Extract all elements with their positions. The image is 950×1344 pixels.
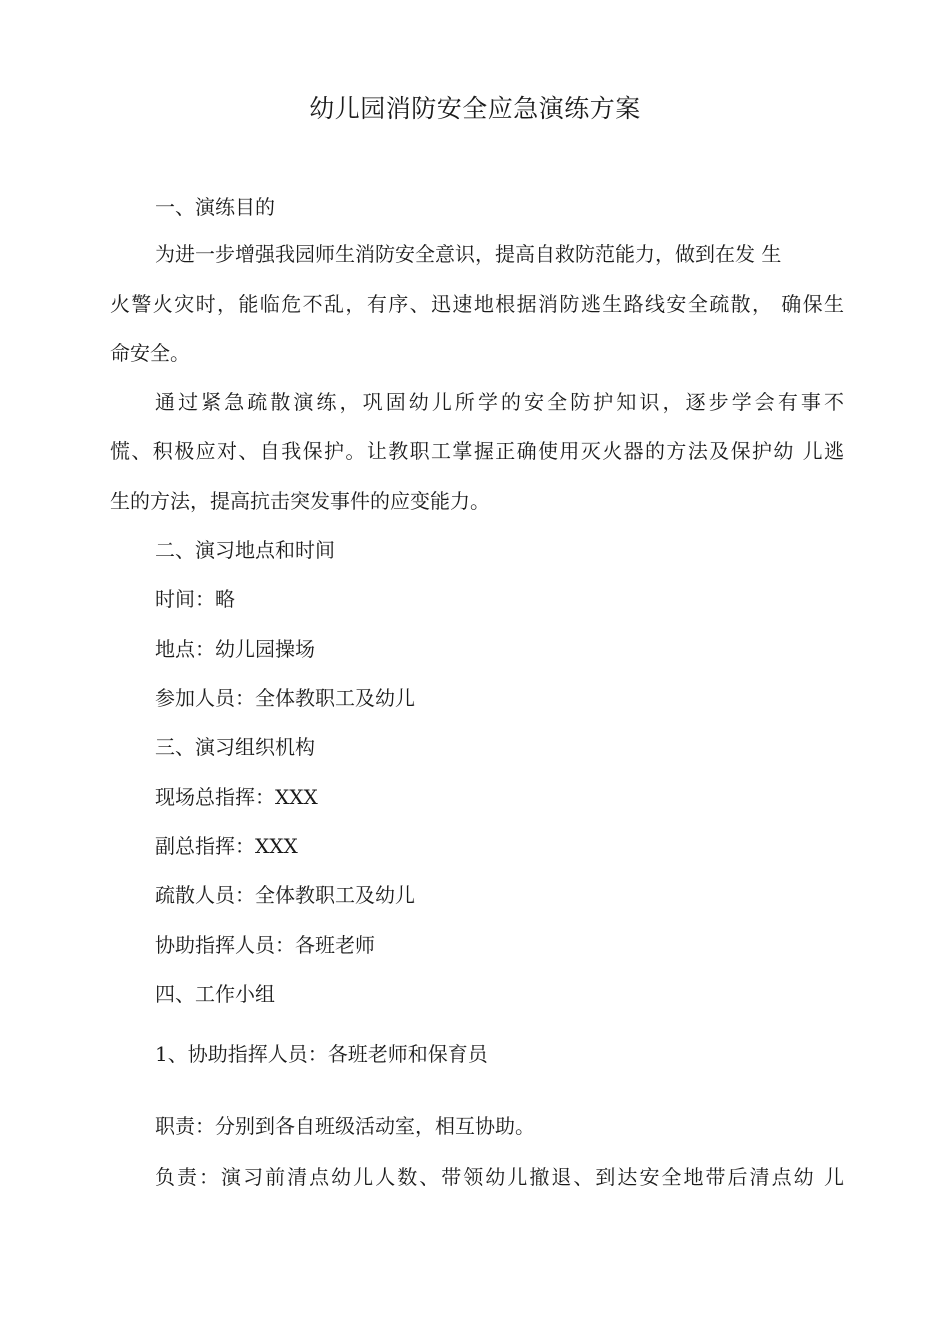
section3-vice-commander: 副总指挥：XXX: [155, 834, 298, 858]
section4-responsibility: 负责：演习前清点幼儿人数、带领幼儿撤退、到达安全地带后清点幼 儿: [155, 1165, 844, 1189]
section1-para1-line3: 命安全。: [110, 341, 190, 365]
section1-para2-line1: 通过紧急疏散演练，巩固幼儿所学的安全防护知识，逐步学会有事不: [155, 390, 844, 414]
section1-para1-line1: 为进一步增强我园师生消防安全意识，提高自救防范能力，做到在发 生: [155, 242, 782, 266]
section3-commander: 现场总指挥：XXX: [155, 785, 318, 809]
section4-duty: 职责：分别到各自班级活动室，相互协助。: [155, 1114, 535, 1138]
section1-heading: 一、演练目的: [155, 195, 275, 219]
section3-assistants: 协助指挥人员：各班老师: [155, 933, 375, 957]
section2-heading: 二、演习地点和时间: [155, 538, 335, 562]
section1-para2-line3: 生的方法，提高抗击突发事件的应变能力。: [110, 489, 490, 513]
section4-group1: 1、协助指挥人员：各班老师和保育员: [155, 1042, 488, 1066]
section2-time: 时间：略: [155, 587, 235, 611]
section3-heading: 三、演习组织机构: [155, 735, 315, 759]
section2-participants: 参加人员：全体教职工及幼儿: [155, 686, 415, 710]
section3-evacuees: 疏散人员：全体教职工及幼儿: [155, 883, 415, 907]
section4-heading: 四、工作小组: [155, 982, 275, 1006]
section1-para2-line2: 慌、积极应对、自我保护。让教职工掌握正确使用灭火器的方法及保护幼 儿逃: [110, 439, 844, 463]
section1-para1-line2: 火警火灾时，能临危不乱，有序、迅速地根据消防逃生路线安全疏散， 确保生: [110, 292, 844, 316]
document-title: 幼儿园消防安全应急演练方案: [309, 94, 641, 123]
section2-place: 地点：幼儿园操场: [155, 637, 315, 661]
